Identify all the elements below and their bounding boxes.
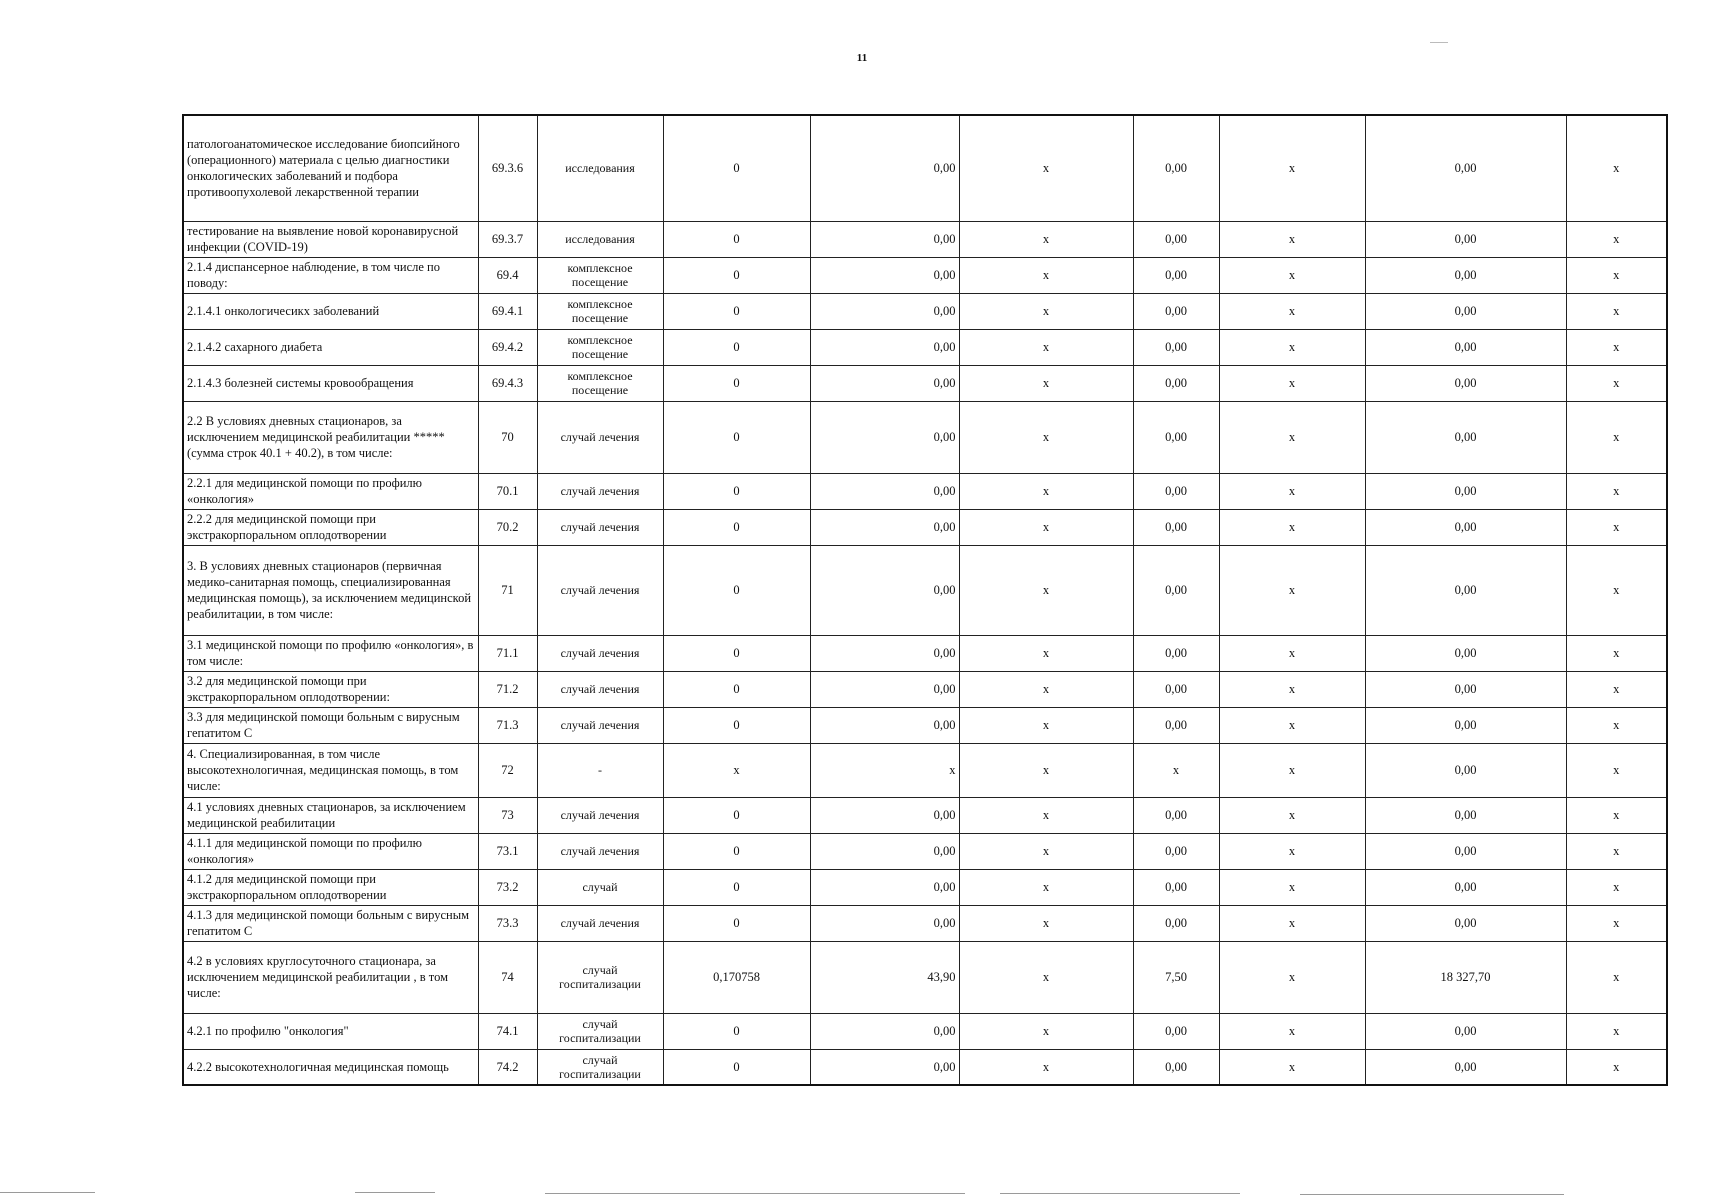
row-col-8: x — [1219, 1049, 1365, 1085]
row-col-8: x — [1219, 1013, 1365, 1049]
table-row — [183, 941, 1667, 1013]
row-col-8: x — [1219, 473, 1365, 509]
row-col-8: x — [1219, 293, 1365, 329]
row-col-10: x — [1566, 797, 1667, 833]
table-row — [183, 833, 1667, 869]
row-col-10: x — [1566, 635, 1667, 671]
row-col-6: x — [959, 1013, 1133, 1049]
row-col-6: x — [959, 257, 1133, 293]
row-col-7: 0,00 — [1133, 509, 1219, 545]
row-name: 2.2 В условиях дневных стационаров, за исключением медицинской реабилитации ***** (сумма строк 40.1 + 40.2), в том числе: — [183, 401, 478, 473]
row-col-9: 0,00 — [1365, 401, 1566, 473]
row-col-10: x — [1566, 221, 1667, 257]
row-col-7: 0,00 — [1133, 1049, 1219, 1085]
row-col-10: x — [1566, 365, 1667, 401]
row-col-6: x — [959, 401, 1133, 473]
row-name: 2.2.1 для медицинской помощи по профилю «онкология» — [183, 473, 478, 509]
row-col-8: x — [1219, 743, 1365, 797]
row-unit: случай лечения — [537, 635, 663, 671]
table-row — [183, 743, 1667, 797]
row-cost: 0,00 — [810, 401, 959, 473]
row-col-7: 0,00 — [1133, 401, 1219, 473]
table-row — [183, 545, 1667, 635]
row-col-10: x — [1566, 293, 1667, 329]
row-col-6: x — [959, 293, 1133, 329]
table-body — [183, 115, 1667, 1085]
row-col-10: x — [1566, 257, 1667, 293]
row-cost: x — [810, 743, 959, 797]
row-col-9: 0,00 — [1365, 545, 1566, 635]
row-name: 4.2 в условиях круглосуточного стационара, за исключением медицинской реабилитации , в том числе: — [183, 941, 478, 1013]
row-col-9: 0,00 — [1365, 257, 1566, 293]
row-name: 2.1.4 диспансерное наблюдение, в том числе по поводу: — [183, 257, 478, 293]
row-unit: комплексное посещение — [537, 329, 663, 365]
row-volume: 0 — [663, 115, 810, 221]
scan-artifact — [1300, 1194, 1564, 1195]
table-row — [183, 707, 1667, 743]
row-volume: 0 — [663, 1013, 810, 1049]
row-cost: 0,00 — [810, 635, 959, 671]
row-volume: 0 — [663, 797, 810, 833]
table-row — [183, 329, 1667, 365]
row-unit: исследования — [537, 115, 663, 221]
table-row — [183, 221, 1667, 257]
row-code: 73 — [478, 797, 537, 833]
table-row — [183, 293, 1667, 329]
scan-artifact — [545, 1193, 965, 1194]
row-col-8: x — [1219, 833, 1365, 869]
table-row — [183, 1049, 1667, 1085]
row-volume: 0,170758 — [663, 941, 810, 1013]
row-col-8: x — [1219, 941, 1365, 1013]
row-volume: 0 — [663, 869, 810, 905]
row-col-7: 0,00 — [1133, 707, 1219, 743]
row-col-9: 0,00 — [1365, 115, 1566, 221]
row-col-9: 0,00 — [1365, 293, 1566, 329]
row-col-10: x — [1566, 743, 1667, 797]
row-name: 4.2.1 по профилю "онкология" — [183, 1013, 478, 1049]
row-col-9: 0,00 — [1365, 365, 1566, 401]
row-col-10: x — [1566, 869, 1667, 905]
row-volume: 0 — [663, 257, 810, 293]
row-col-6: x — [959, 833, 1133, 869]
row-col-10: x — [1566, 941, 1667, 1013]
row-col-7: 7,50 — [1133, 941, 1219, 1013]
row-cost: 0,00 — [810, 365, 959, 401]
row-volume: 0 — [663, 365, 810, 401]
row-col-10: x — [1566, 545, 1667, 635]
row-name: 2.1.4.1 онкологичесикх заболеваний — [183, 293, 478, 329]
scan-artifact — [1430, 42, 1448, 43]
row-name: 4.2.2 высокотехнологичная медицинская помощь — [183, 1049, 478, 1085]
table-row — [183, 509, 1667, 545]
table-row — [183, 365, 1667, 401]
row-volume: 0 — [663, 545, 810, 635]
row-col-9: 0,00 — [1365, 833, 1566, 869]
row-col-7: 0,00 — [1133, 635, 1219, 671]
row-col-6: x — [959, 869, 1133, 905]
row-cost: 0,00 — [810, 293, 959, 329]
row-col-9: 18 327,70 — [1365, 941, 1566, 1013]
row-cost: 0,00 — [810, 115, 959, 221]
row-col-6: x — [959, 1049, 1133, 1085]
row-col-8: x — [1219, 707, 1365, 743]
row-cost: 43,90 — [810, 941, 959, 1013]
row-col-7: 0,00 — [1133, 905, 1219, 941]
row-volume: 0 — [663, 707, 810, 743]
row-code: 71.1 — [478, 635, 537, 671]
page-number: 11 — [856, 52, 868, 64]
table-row — [183, 473, 1667, 509]
row-volume: 0 — [663, 833, 810, 869]
row-volume: 0 — [663, 401, 810, 473]
row-code: 70.2 — [478, 509, 537, 545]
row-col-9: 0,00 — [1365, 797, 1566, 833]
row-code: 73.3 — [478, 905, 537, 941]
row-code: 72 — [478, 743, 537, 797]
row-volume: 0 — [663, 473, 810, 509]
row-col-8: x — [1219, 115, 1365, 221]
row-col-9: 0,00 — [1365, 905, 1566, 941]
row-volume: 0 — [663, 329, 810, 365]
scan-artifact — [355, 1192, 435, 1193]
row-col-8: x — [1219, 635, 1365, 671]
row-code: 74 — [478, 941, 537, 1013]
row-col-8: x — [1219, 257, 1365, 293]
row-col-10: x — [1566, 905, 1667, 941]
row-name: 2.2.2 для медицинской помощи при экстракорпоральном оплодотворении — [183, 509, 478, 545]
table-row — [183, 797, 1667, 833]
row-unit: случай — [537, 869, 663, 905]
row-code: 73.2 — [478, 869, 537, 905]
row-col-8: x — [1219, 329, 1365, 365]
row-volume: 0 — [663, 671, 810, 707]
row-cost: 0,00 — [810, 221, 959, 257]
row-cost: 0,00 — [810, 509, 959, 545]
table-row — [183, 257, 1667, 293]
row-unit: исследования — [537, 221, 663, 257]
table-row — [183, 671, 1667, 707]
row-col-9: 0,00 — [1365, 707, 1566, 743]
row-col-7: 0,00 — [1133, 365, 1219, 401]
row-col-6: x — [959, 115, 1133, 221]
row-col-9: 0,00 — [1365, 329, 1566, 365]
row-code: 69.4.2 — [478, 329, 537, 365]
row-col-6: x — [959, 743, 1133, 797]
row-cost: 0,00 — [810, 869, 959, 905]
row-unit: случай госпитализации — [537, 1013, 663, 1049]
row-col-7: x — [1133, 743, 1219, 797]
row-col-10: x — [1566, 1013, 1667, 1049]
row-col-7: 0,00 — [1133, 293, 1219, 329]
row-code: 71.2 — [478, 671, 537, 707]
row-cost: 0,00 — [810, 257, 959, 293]
row-col-8: x — [1219, 905, 1365, 941]
row-col-8: x — [1219, 797, 1365, 833]
row-volume: 0 — [663, 293, 810, 329]
row-code: 69.4.3 — [478, 365, 537, 401]
row-col-6: x — [959, 671, 1133, 707]
row-cost: 0,00 — [810, 473, 959, 509]
row-col-8: x — [1219, 869, 1365, 905]
row-unit: случай лечения — [537, 545, 663, 635]
row-code: 73.1 — [478, 833, 537, 869]
row-cost: 0,00 — [810, 1049, 959, 1085]
row-col-10: x — [1566, 671, 1667, 707]
row-col-6: x — [959, 707, 1133, 743]
row-col-9: 0,00 — [1365, 869, 1566, 905]
row-name: 2.1.4.3 болезней системы кровообращения — [183, 365, 478, 401]
row-unit: комплексное посещение — [537, 365, 663, 401]
row-name: 4.1.2 для медицинской помощи при экстракорпоральном оплодотворении — [183, 869, 478, 905]
row-col-7: 0,00 — [1133, 221, 1219, 257]
row-unit: случай госпитализации — [537, 1049, 663, 1085]
scan-artifact — [0, 1192, 95, 1193]
row-unit: случай лечения — [537, 905, 663, 941]
row-col-10: x — [1566, 1049, 1667, 1085]
row-col-6: x — [959, 905, 1133, 941]
row-col-7: 0,00 — [1133, 869, 1219, 905]
row-code: 71 — [478, 545, 537, 635]
row-cost: 0,00 — [810, 329, 959, 365]
row-name: 3.1 медицинской помощи по профилю «онкология», в том числе: — [183, 635, 478, 671]
row-cost: 0,00 — [810, 797, 959, 833]
row-unit: случай лечения — [537, 401, 663, 473]
row-cost: 0,00 — [810, 1013, 959, 1049]
row-col-7: 0,00 — [1133, 257, 1219, 293]
row-name: патологоанатомическое исследование биопсийного (операционного) материала с целью диагностики онкологических заболеваний и подбора противоопухолевой лекарственной терапии — [183, 115, 478, 221]
row-code: 71.3 — [478, 707, 537, 743]
row-name: 2.1.4.2 сахарного диабета — [183, 329, 478, 365]
row-unit: случай лечения — [537, 671, 663, 707]
row-code: 69.4 — [478, 257, 537, 293]
row-unit: случай лечения — [537, 473, 663, 509]
row-col-6: x — [959, 635, 1133, 671]
row-volume: 0 — [663, 635, 810, 671]
row-unit: случай лечения — [537, 707, 663, 743]
row-col-9: 0,00 — [1365, 743, 1566, 797]
row-col-7: 0,00 — [1133, 671, 1219, 707]
scan-artifact — [1000, 1193, 1240, 1194]
row-code: 69.3.7 — [478, 221, 537, 257]
row-unit: - — [537, 743, 663, 797]
row-cost: 0,00 — [810, 545, 959, 635]
row-volume: 0 — [663, 509, 810, 545]
row-code: 74.2 — [478, 1049, 537, 1085]
row-code: 70 — [478, 401, 537, 473]
row-col-7: 0,00 — [1133, 473, 1219, 509]
row-col-8: x — [1219, 221, 1365, 257]
row-name: 4.1.1 для медицинской помощи по профилю «онкология» — [183, 833, 478, 869]
row-col-10: x — [1566, 509, 1667, 545]
row-col-8: x — [1219, 509, 1365, 545]
row-col-9: 0,00 — [1365, 671, 1566, 707]
row-col-9: 0,00 — [1365, 473, 1566, 509]
row-volume: 0 — [663, 221, 810, 257]
row-col-6: x — [959, 221, 1133, 257]
row-col-10: x — [1566, 329, 1667, 365]
row-col-10: x — [1566, 707, 1667, 743]
row-col-9: 0,00 — [1365, 1013, 1566, 1049]
row-col-6: x — [959, 329, 1133, 365]
row-col-7: 0,00 — [1133, 1013, 1219, 1049]
row-col-8: x — [1219, 545, 1365, 635]
row-col-8: x — [1219, 671, 1365, 707]
row-col-8: x — [1219, 365, 1365, 401]
row-name: 4.1.3 для медицинской помощи больным с вирусным гепатитом С — [183, 905, 478, 941]
row-name: 4. Специализированная, в том числе высокотехнологичная, медицинская помощь, в том числе: — [183, 743, 478, 797]
table-row — [183, 115, 1667, 221]
row-col-9: 0,00 — [1365, 1049, 1566, 1085]
row-col-9: 0,00 — [1365, 509, 1566, 545]
table-row — [183, 869, 1667, 905]
row-unit: случай госпитализации — [537, 941, 663, 1013]
row-col-9: 0,00 — [1365, 635, 1566, 671]
row-cost: 0,00 — [810, 905, 959, 941]
row-volume: 0 — [663, 905, 810, 941]
row-col-7: 0,00 — [1133, 115, 1219, 221]
row-cost: 0,00 — [810, 671, 959, 707]
row-name: 4.1 условиях дневных стационаров, за исключением медицинской реабилитации — [183, 797, 478, 833]
row-cost: 0,00 — [810, 833, 959, 869]
row-col-9: 0,00 — [1365, 221, 1566, 257]
row-col-10: x — [1566, 833, 1667, 869]
table-row — [183, 401, 1667, 473]
row-code: 70.1 — [478, 473, 537, 509]
row-code: 74.1 — [478, 1013, 537, 1049]
row-col-10: x — [1566, 473, 1667, 509]
row-col-7: 0,00 — [1133, 545, 1219, 635]
row-col-6: x — [959, 473, 1133, 509]
row-col-10: x — [1566, 115, 1667, 221]
row-col-7: 0,00 — [1133, 329, 1219, 365]
row-unit: случай лечения — [537, 509, 663, 545]
row-col-7: 0,00 — [1133, 797, 1219, 833]
row-volume: x — [663, 743, 810, 797]
row-volume: 0 — [663, 1049, 810, 1085]
table-row — [183, 635, 1667, 671]
row-col-6: x — [959, 797, 1133, 833]
row-col-6: x — [959, 365, 1133, 401]
row-col-7: 0,00 — [1133, 833, 1219, 869]
row-code: 69.3.6 — [478, 115, 537, 221]
row-col-10: x — [1566, 401, 1667, 473]
data-table — [182, 114, 1668, 1086]
row-unit: комплексное посещение — [537, 257, 663, 293]
row-cost: 0,00 — [810, 707, 959, 743]
row-unit: случай лечения — [537, 797, 663, 833]
row-col-8: x — [1219, 401, 1365, 473]
row-code: 69.4.1 — [478, 293, 537, 329]
row-name: 3.3 для медицинской помощи больным с вирусным гепатитом С — [183, 707, 478, 743]
row-col-6: x — [959, 545, 1133, 635]
row-col-6: x — [959, 509, 1133, 545]
row-unit: комплексное посещение — [537, 293, 663, 329]
row-name: 3. В условиях дневных стационаров (первичная медико-санитарная помощь, специализированная медицинская помощь), за исключением медицинской реабилитации, в том числе: — [183, 545, 478, 635]
row-col-6: x — [959, 941, 1133, 1013]
row-name: тестирование на выявление новой коронавирусной инфекции (COVID-19) — [183, 221, 478, 257]
row-unit: случай лечения — [537, 833, 663, 869]
table-row — [183, 905, 1667, 941]
row-name: 3.2 для медицинской помощи при экстракорпоральном оплодотворении: — [183, 671, 478, 707]
table-row — [183, 1013, 1667, 1049]
